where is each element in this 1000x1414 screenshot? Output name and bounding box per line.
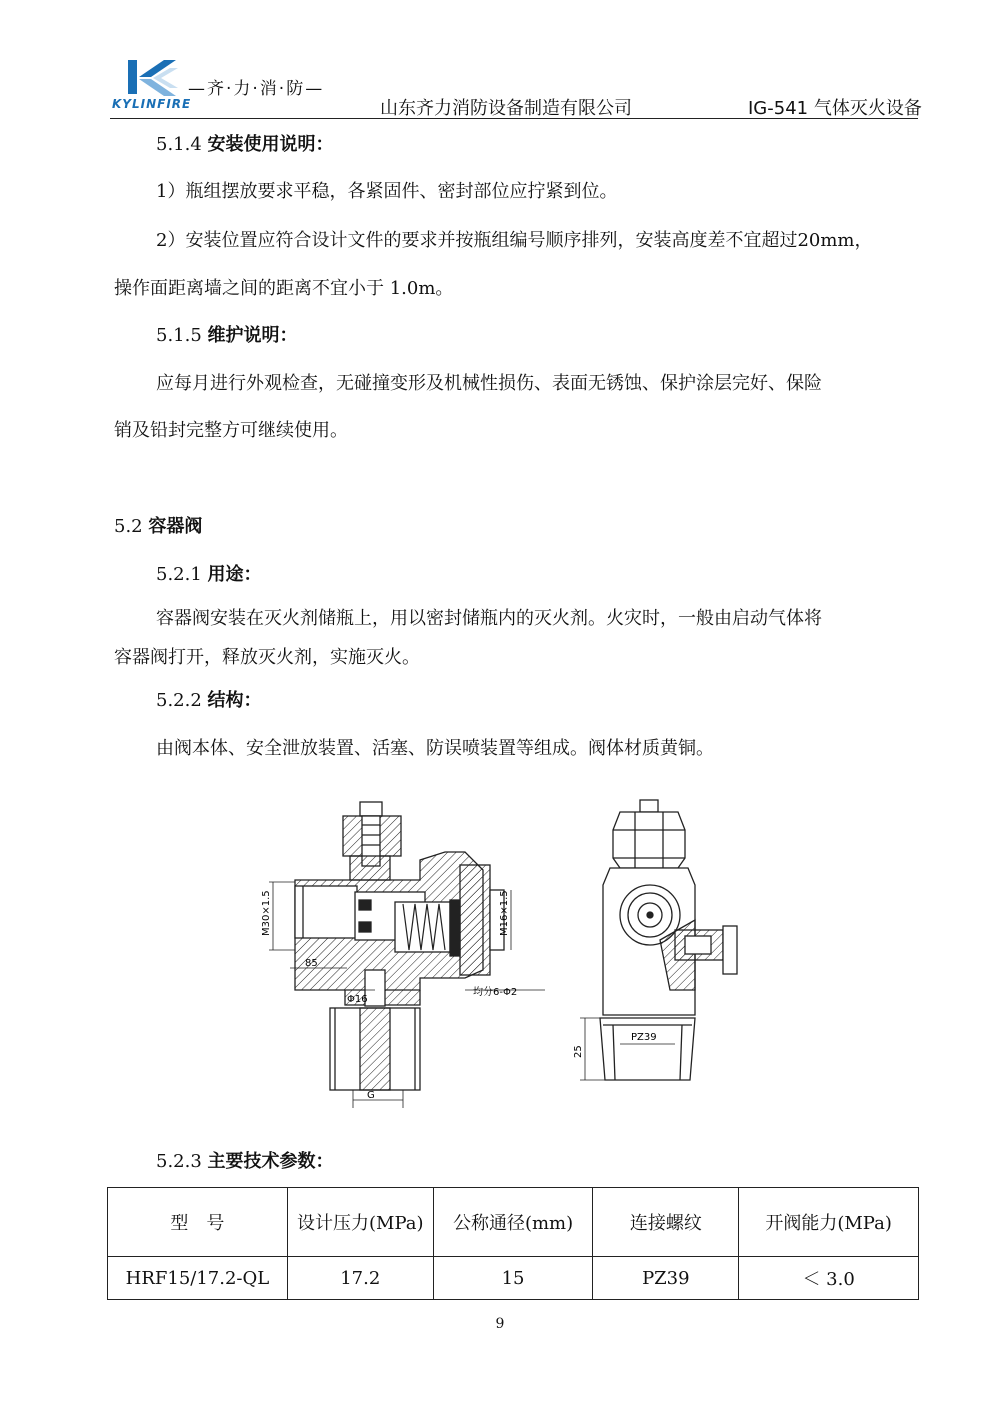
header-divider [110, 118, 918, 119]
table-header-cell: 型 号 [108, 1188, 288, 1257]
table-header-cell: 连接螺纹 [593, 1188, 739, 1257]
dim-m16-label: M16×1.5 [499, 890, 510, 936]
section-title: 维护说明： [207, 325, 298, 346]
paragraph: 操作面距离墙之间的距离不宜小于 1.0m。 [114, 278, 454, 299]
dim-pz39-label: PZ39 [631, 1032, 657, 1043]
section-number: 5.2.3 [156, 1151, 202, 1172]
spec-table [107, 1187, 919, 1300]
company-logo [126, 58, 182, 98]
section-5-2-3-heading [156, 1150, 334, 1174]
paragraph: 2）安装位置应符合设计文件的要求并按瓶组编号顺序排列，安装高度差不宜超过20mm， [156, 230, 873, 251]
table-cell: ＜ 3.0 [739, 1257, 919, 1300]
section-5-2-2-heading [156, 689, 262, 713]
dim-25-label: 25 [573, 1045, 584, 1058]
dim-85-label: 85 [305, 958, 318, 969]
valve-technical-drawing [255, 790, 755, 1120]
paragraph: 由阀本体、安全泄放装置、活塞、防误喷装置等组成。阀体材质黄铜。 [156, 738, 714, 759]
section-title: 用途： [207, 564, 262, 585]
header-company: 山东齐力消防设备制造有限公司 [380, 98, 632, 119]
table-cell: 15 [433, 1257, 593, 1300]
table-cell: PZ39 [593, 1257, 739, 1300]
dim-g-label: G [367, 1090, 375, 1101]
section-number: 5.1.4 [156, 134, 202, 155]
dim-phi16-label: Φ16 [347, 994, 368, 1005]
table-cell: HRF15/17.2-QL [108, 1257, 288, 1300]
section-title: 容器阀 [148, 516, 203, 537]
table-row [108, 1257, 919, 1300]
table-header-row [108, 1188, 919, 1257]
section-5-2-1-heading [156, 563, 262, 587]
paragraph: 容器阀安装在灭火剂储瓶上，用以密封储瓶内的灭火剂。火灾时，一般由启动气体将 [156, 608, 822, 629]
section-number: 5.2 [114, 516, 143, 537]
paragraph: 容器阀打开，释放灭火剂，实施灭火。 [114, 647, 420, 668]
page-number: 9 [495, 1316, 505, 1332]
paragraph: 销及铅封完整方可继续使用。 [114, 420, 348, 441]
dim-m30-label: M30×1.5 [261, 890, 272, 936]
section-number: 5.2.2 [156, 690, 202, 711]
section-title: 主要技术参数： [207, 1151, 334, 1172]
paragraph: 1）瓶组摆放要求平稳，各紧固件、密封部位应拧紧到位。 [156, 181, 618, 202]
section-5-2-heading [114, 515, 202, 539]
section-number: 5.2.1 [156, 564, 202, 585]
header-product: IG-541 气体灭火设备 [748, 98, 922, 119]
logo-tagline: —齐·力·消·防— [188, 79, 325, 99]
table-header-cell: 设计压力(MPa) [287, 1188, 433, 1257]
table-header-cell: 公称通径(mm) [433, 1188, 593, 1257]
table-header-cell: 开阀能力(MPa) [739, 1188, 919, 1257]
paragraph: 应每月进行外观检查，无碰撞变形及机械性损伤、表面无锈蚀、保护涂层完好、保险 [156, 373, 822, 394]
section-number: 5.1.5 [156, 325, 202, 346]
section-title: 结构： [207, 690, 262, 711]
section-title: 安装使用说明： [207, 134, 334, 155]
logo-mark-icon [126, 58, 182, 98]
section-5-1-4-heading [156, 133, 334, 157]
logo-brand: KYLINFIRE [112, 97, 192, 111]
dim-holes-label: 均分6-Φ2 [473, 987, 518, 998]
valve-section-view [295, 802, 504, 1090]
valve-side-view [600, 800, 737, 1080]
table-cell: 17.2 [287, 1257, 433, 1300]
section-5-1-5-heading [156, 324, 298, 348]
